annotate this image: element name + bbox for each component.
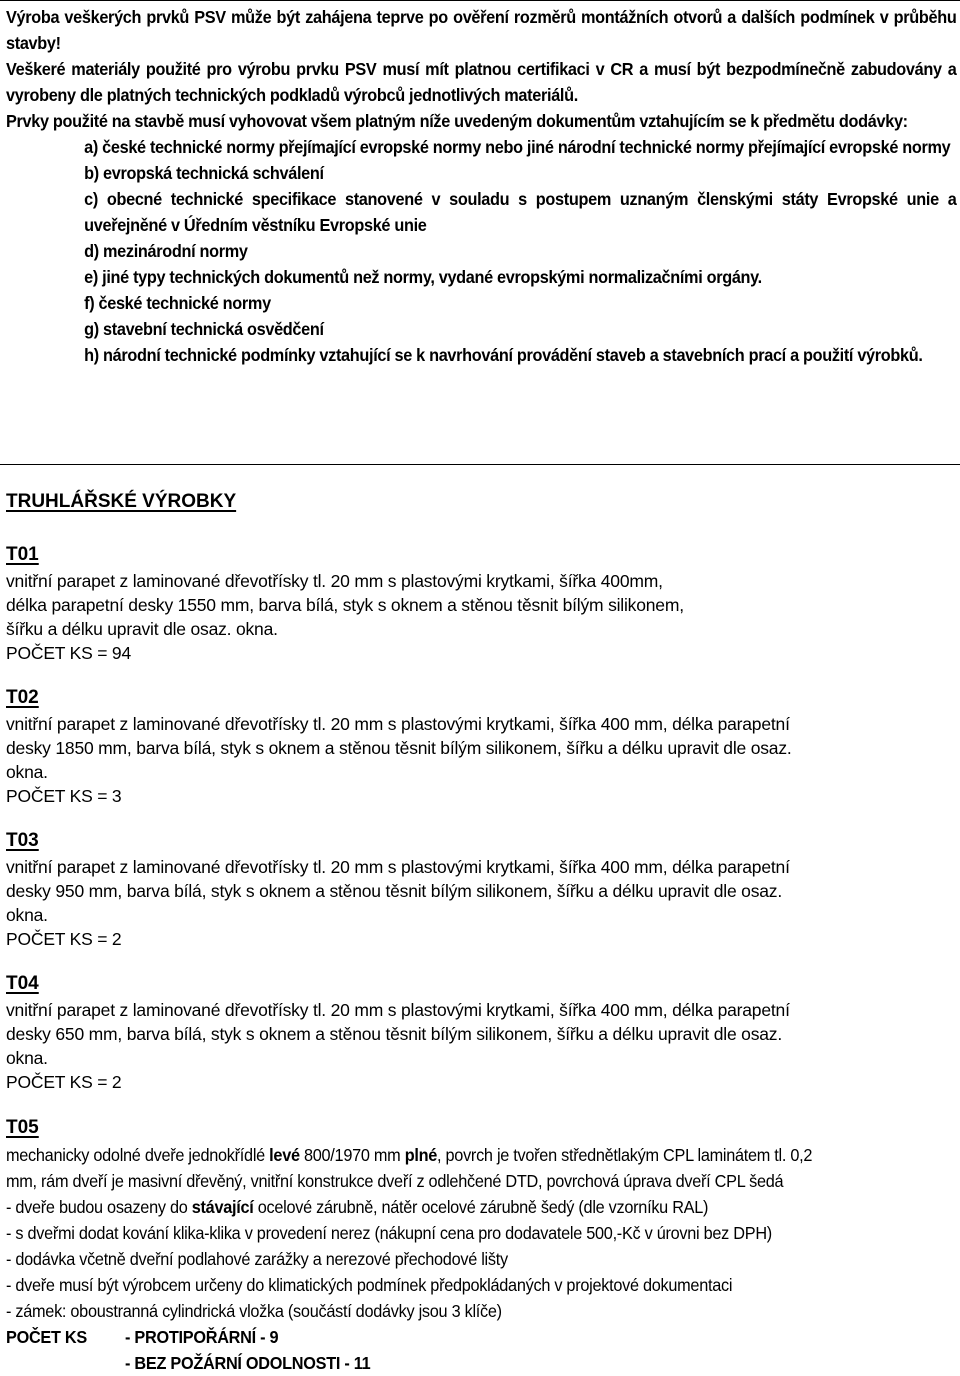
item-line: vnitřní parapet z laminované dřevotřísky tl. 20 mm s plastovými krytkami, šířka 400 mm, délka parapetní bbox=[6, 714, 790, 734]
item-t04 bbox=[6, 973, 790, 1094]
item-t02 bbox=[6, 687, 792, 808]
t05-count-no-fire: - BEZ POŽÁRNÍ ODOLNOSTI - 11 bbox=[125, 1353, 371, 1373]
list-item-a: a) české technické normy přejímající evropské normy nebo jiné národní technické normy přejímající evropské normy bbox=[84, 137, 951, 157]
intro-block bbox=[6, 4, 956, 368]
t05-line-5: - dodávka včetně dveřní podlahové zarážky a nerezové přechodové lišty bbox=[6, 1249, 508, 1269]
t05-line-1-part: 800/1970 mm bbox=[299, 1145, 405, 1165]
list-item-d: d) mezinárodní normy bbox=[84, 241, 248, 261]
section-title: TRUHLÁŘSKÉ VÝROBKY bbox=[6, 491, 237, 512]
list-item-e: e) jiné typy technických dokumentů než normy, vydané evropskými normalizačními orgány. bbox=[84, 267, 762, 287]
item-line: délka parapetní desky 1550 mm, barva bílá, styk s oknem a stěnou těsnit bílým silikonem, bbox=[6, 595, 684, 615]
item-line: desky 1850 mm, barva bílá, styk s oknem a stěnou těsnit bílým silikonem, šířku a délku upravit dle osaz. bbox=[6, 738, 792, 758]
item-code: T03 bbox=[6, 830, 39, 851]
t05-line-1-part: , povrch je tvořen střednětlakým CPL laminátem tl. 0,2 bbox=[437, 1145, 813, 1165]
t05-line-6: - dveře musí být výrobcem určeny do klimatických podmínek předpokládaných v projektové dokumentaci bbox=[6, 1275, 733, 1295]
item-line: okna. bbox=[6, 762, 48, 782]
item-count: POČET KS = 2 bbox=[6, 1072, 122, 1092]
item-line: vnitřní parapet z laminované dřevotřísky tl. 20 mm s plastovými krytkami, šířka 400 mm, délka parapetní bbox=[6, 1000, 790, 1020]
t05-line-1-emphasis: levé bbox=[269, 1145, 300, 1165]
item-t05 bbox=[6, 1117, 39, 1139]
list-item-g: g) stavební technická osvědčení bbox=[84, 319, 324, 339]
item-line: okna. bbox=[6, 1048, 48, 1068]
t05-count-label: POČET KS bbox=[6, 1327, 87, 1347]
item-line: vnitřní parapet z laminované dřevotřísky tl. 20 mm s plastovými krytkami, šířka 400mm, bbox=[6, 571, 663, 591]
item-code: T02 bbox=[6, 687, 39, 708]
top-rule bbox=[0, 0, 960, 1]
item-line: šířku a délku upravit dle osaz. okna. bbox=[6, 619, 278, 639]
t05-line-3-part: ocelové zárubně, nátěr ocelové zárubně šedý (dle vzorníku RAL) bbox=[253, 1197, 709, 1217]
t05-line-1-part: mechanicky odolné dveře jednokřídlé bbox=[6, 1145, 270, 1165]
t05-count-fire: - PROTIPOŘÁRNÍ - 9 bbox=[125, 1327, 279, 1347]
t05-count-row-1 bbox=[6, 1324, 812, 1350]
list-item-c: c) obecné technické specifikace stanovené v souladu s postupem uznaným členskými státy Evropské unie a uveřejněné v Úředním věstníku Evropské unie bbox=[84, 189, 957, 235]
intro-paragraph-2: Veškeré materiály použité pro výrobu prvku PSV musí mít platnou certifikaci v CR a musí být bezpodmínečně zabudovány a vyrobeny dle platných technických podkladů výrobců jednotlivých materiálů. bbox=[6, 59, 957, 105]
item-t05-body bbox=[6, 1142, 812, 1376]
item-t03 bbox=[6, 830, 790, 951]
list-item-f: f) české technické normy bbox=[84, 293, 271, 313]
intro-paragraph-3: Prvky použité na stavbě musí vyhovovat všem platným níže uvedeným dokumentům vztahujícím se k předmětu dodávky: bbox=[6, 111, 908, 131]
section-divider bbox=[0, 464, 960, 465]
list-item-h: h) národní technické podmínky vztahující se k navrhování provádění staveb a stavebních prací a použití výrobků. bbox=[84, 345, 923, 365]
t05-line-4: - s dveřmi dodat kování klika-klika v provedení nerez (nákupní cena pro dodavatele 500,-Kč v úrovni bez DPH) bbox=[6, 1223, 772, 1243]
list-item-b: b) evropská technická schválení bbox=[84, 163, 324, 183]
t05-line-1 bbox=[6, 1142, 812, 1168]
item-code: T01 bbox=[6, 544, 39, 565]
t05-count-row-2 bbox=[6, 1350, 812, 1376]
t05-line-1-emphasis: plné bbox=[404, 1145, 438, 1165]
t05-line-3 bbox=[6, 1194, 812, 1220]
item-line: vnitřní parapet z laminované dřevotřísky tl. 20 mm s plastovými krytkami, šířka 400 mm, délka parapetní bbox=[6, 857, 790, 877]
t05-line-3-part: - dveře budou osazeny do bbox=[6, 1197, 192, 1217]
item-line: desky 950 mm, barva bílá, styk s oknem a stěnou těsnit bílým silikonem, šířku a délku upravit dle osaz. bbox=[6, 881, 783, 901]
item-count: POČET KS = 2 bbox=[6, 929, 122, 949]
item-line: okna. bbox=[6, 905, 48, 925]
item-line: desky 650 mm, barva bílá, styk s oknem a stěnou těsnit bílým silikonem, šířku a délku upravit dle osaz. bbox=[6, 1024, 783, 1044]
item-t01 bbox=[6, 544, 684, 665]
t05-line-7: - zámek: oboustranná cylindrická vložka (součástí dodávky jsou 3 klíče) bbox=[6, 1301, 502, 1321]
t05-line-2: mm, rám dveří je masivní dřevěný, vnitřní konstrukce dveří z odlehčené DTD, povrchová úprava dveří CPL šedá bbox=[6, 1171, 784, 1191]
item-code: T05 bbox=[6, 1117, 39, 1138]
item-count: POČET KS = 94 bbox=[6, 643, 131, 663]
item-code: T04 bbox=[6, 973, 39, 994]
item-count: POČET KS = 3 bbox=[6, 786, 122, 806]
t05-line-3-emphasis: stávající bbox=[191, 1197, 254, 1217]
intro-paragraph-1: Výroba veškerých prvků PSV může být zahájena teprve po ověření rozměrů montážních otvorů a dalších podmínek v průběhu stavby! bbox=[6, 7, 957, 53]
